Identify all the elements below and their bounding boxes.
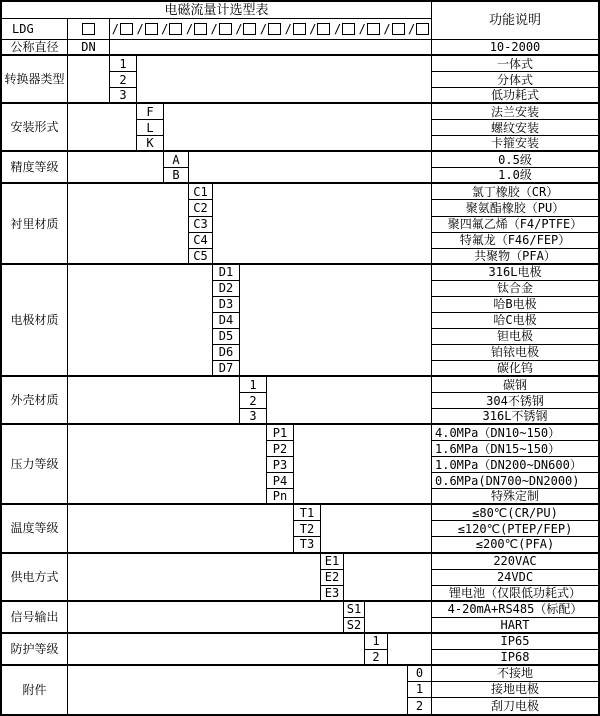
desc-cell: 卡箍安装	[432, 136, 598, 152]
function-desc-header: 功能说明	[432, 2, 598, 40]
section-label-installation-type: 安装形式	[2, 104, 68, 152]
section-label-electrode-material: 电极材质	[2, 265, 68, 377]
desc-cell: 钛合金	[432, 281, 598, 297]
model-code-slots	[110, 19, 432, 40]
empty-cell	[68, 377, 240, 425]
desc-cell: ≤200℃(PFA)	[432, 537, 598, 553]
code-cell: D6	[213, 345, 240, 361]
section-label-accuracy-class: 精度等级	[2, 152, 68, 184]
desc-cell: 10-2000	[432, 40, 598, 56]
section-label-temperature-rating: 温度等级	[2, 505, 68, 553]
section-label-signal-output: 信号输出	[2, 602, 68, 634]
desc-cell: 4.0MPa（DN10~150）	[432, 425, 598, 441]
desc-cell: 316L不锈钢	[432, 409, 598, 425]
desc-cell: 聚四氟乙烯（F4/PTFE）	[432, 217, 598, 233]
desc-cell: 24VDC	[432, 570, 598, 586]
section-label-housing-material: 外壳材质	[2, 377, 68, 425]
code-cell: K	[137, 136, 164, 152]
code-cell: 1	[365, 634, 388, 650]
desc-cell: 钽电极	[432, 329, 598, 345]
code-cell: E3	[321, 586, 344, 602]
desc-cell: 哈B电极	[432, 297, 598, 313]
section-label-pressure-rating: 压力等级	[2, 425, 68, 505]
code-cell: D2	[213, 281, 240, 297]
code-cell: B	[164, 168, 189, 184]
code-cell: S2	[344, 618, 365, 634]
code-cell: A	[164, 152, 189, 168]
desc-cell: ≤120℃(PTEP/FEP)	[432, 521, 598, 537]
section-label-accessories: 附件	[2, 666, 68, 714]
desc-cell: 316L电极	[432, 265, 598, 281]
code-cell: P4	[267, 473, 294, 489]
code-cell: C2	[189, 200, 213, 216]
code-cell: C1	[189, 184, 213, 200]
section-label-protection-rating: 防护等级	[2, 634, 68, 666]
code-cell: C5	[189, 249, 213, 265]
code-cell: T1	[294, 505, 321, 521]
code-cell: 0	[408, 666, 432, 682]
empty-cell	[68, 602, 344, 634]
code-cell: F	[137, 104, 164, 120]
empty-cell	[68, 104, 137, 152]
desc-cell: 碳钢	[432, 377, 598, 393]
empty-cell	[213, 184, 432, 264]
empty-cell	[68, 56, 110, 104]
desc-cell: 特氟龙（F46/FEP）	[432, 233, 598, 249]
empty-cell	[68, 554, 321, 602]
code-cell: T3	[294, 537, 321, 553]
desc-cell: IP68	[432, 650, 598, 666]
empty-cell	[321, 505, 432, 553]
code-cell: L	[137, 120, 164, 136]
desc-cell: 304不锈钢	[432, 393, 598, 409]
dn-code: DN	[68, 40, 110, 56]
code-box-icon	[135, 19, 160, 39]
section-label-power-supply: 供电方式	[2, 554, 68, 602]
code-cell: E2	[321, 570, 344, 586]
empty-cell	[164, 104, 432, 152]
code-cell: 2	[240, 393, 267, 409]
code-box-icon	[382, 19, 407, 39]
desc-cell: 分体式	[432, 72, 598, 88]
code-box-icon	[233, 19, 258, 39]
code-cell: 3	[240, 409, 267, 425]
code-cell: C3	[189, 217, 213, 233]
empty-cell	[365, 602, 432, 634]
code-box-icon	[159, 19, 184, 39]
code-cell: C4	[189, 233, 213, 249]
desc-cell: 4-20mA+RS485（标配）	[432, 602, 598, 618]
code-cell: D1	[213, 265, 240, 281]
desc-cell: 法兰安装	[432, 104, 598, 120]
code-cell: T2	[294, 521, 321, 537]
empty-cell	[388, 634, 432, 666]
code-cell: D3	[213, 297, 240, 313]
code-box-icon	[110, 19, 135, 39]
model-prefix: LDG	[2, 19, 68, 40]
empty-cell	[267, 377, 432, 425]
code-cell: P2	[267, 441, 294, 457]
desc-cell: HART	[432, 618, 598, 634]
desc-cell: 一体式	[432, 56, 598, 72]
desc-cell: IP65	[432, 634, 598, 650]
desc-cell: 锂电池（仅限低功耗式）	[432, 586, 598, 602]
code-cell: Pn	[267, 489, 294, 505]
empty-cell	[189, 152, 432, 184]
desc-cell: 低功耗式	[432, 88, 598, 104]
code-cell: 2	[365, 650, 388, 666]
code-cell: D7	[213, 361, 240, 377]
section-label-liner-material: 衬里材质	[2, 184, 68, 264]
desc-cell: 螺纹安装	[432, 120, 598, 136]
empty-cell	[240, 265, 432, 377]
code-box-icon	[357, 19, 382, 39]
empty-cell	[294, 425, 432, 505]
code-box-icon	[82, 23, 95, 35]
desc-cell: 220VAC	[432, 554, 598, 570]
desc-cell: 共聚物（PFA）	[432, 249, 598, 265]
desc-cell: 1.0MPa（DN200~DN600）	[432, 457, 598, 473]
code-cell: 2	[408, 698, 432, 714]
code-cell: 3	[110, 88, 137, 104]
code-box-icon	[406, 19, 431, 39]
model-code-first-slot	[68, 19, 110, 40]
code-cell: P1	[267, 425, 294, 441]
code-cell: 2	[110, 72, 137, 88]
empty-cell	[68, 425, 267, 505]
code-box-icon	[283, 19, 308, 39]
empty-cell	[68, 505, 294, 553]
table-title: 电磁流量计选型表	[2, 2, 432, 19]
code-cell: D4	[213, 313, 240, 329]
empty-cell	[68, 634, 365, 666]
code-cell: D5	[213, 329, 240, 345]
empty-cell	[110, 40, 432, 56]
desc-cell: 碳化钨	[432, 361, 598, 377]
desc-cell: 铂铱电极	[432, 345, 598, 361]
desc-cell: 氯丁橡胶（CR）	[432, 184, 598, 200]
desc-cell: 1.0级	[432, 168, 598, 184]
code-box-icon	[184, 19, 209, 39]
empty-cell	[68, 184, 189, 264]
desc-cell: 特殊定制	[432, 489, 598, 505]
empty-cell	[68, 666, 408, 714]
code-box-icon	[332, 19, 357, 39]
desc-cell: 接地电极	[432, 682, 598, 698]
code-box-icon	[258, 19, 283, 39]
empty-cell	[68, 152, 164, 184]
desc-cell: 聚氨酯橡胶（PU）	[432, 200, 598, 216]
empty-cell	[344, 554, 432, 602]
desc-cell: ≤80℃(CR/PU)	[432, 505, 598, 521]
desc-cell: 哈C电极	[432, 313, 598, 329]
desc-cell: 刮刀电极	[490, 698, 539, 713]
code-cell: 1	[408, 682, 432, 698]
desc-cell: 0.6MPa(DN700~DN2000)	[432, 473, 598, 489]
section-label-nominal-diameter: 公称直径	[2, 40, 68, 56]
desc-cell: 0.5级	[432, 152, 598, 168]
code-cell: 1	[110, 56, 137, 72]
code-cell: E1	[321, 554, 344, 570]
desc-cell: 1.6MPa（DN15~150）	[432, 441, 598, 457]
desc-cell: 不接地	[432, 666, 598, 682]
section-label-converter-type: 转换器类型	[2, 56, 68, 104]
empty-cell	[68, 265, 213, 377]
code-cell: P3	[267, 457, 294, 473]
code-box-icon	[209, 19, 234, 39]
code-box-icon	[308, 19, 333, 39]
empty-cell	[137, 56, 432, 104]
code-cell: S1	[344, 602, 365, 618]
code-cell: 1	[240, 377, 267, 393]
